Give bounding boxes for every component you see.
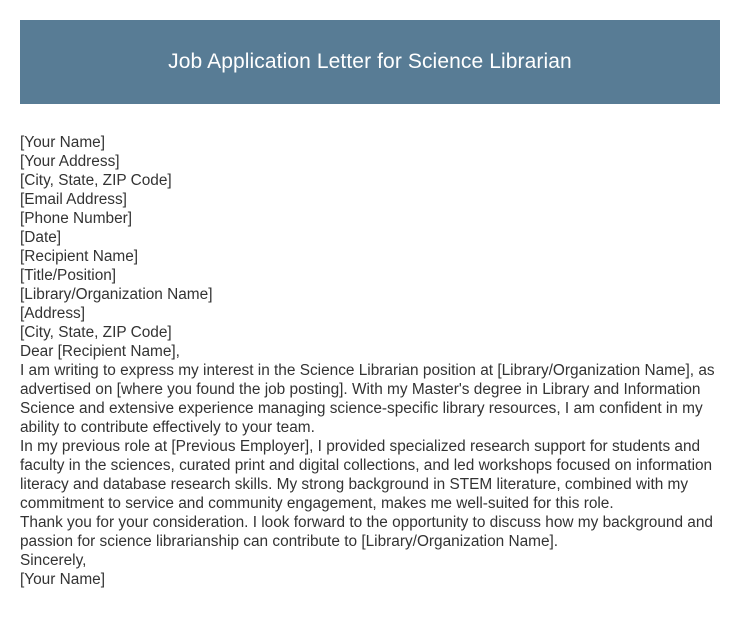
- recipient-title: [Title/Position]: [20, 267, 117, 284]
- recipient-address: [Address]: [20, 305, 86, 322]
- sender-email: [Email Address]: [20, 191, 127, 208]
- paragraph-intro: I am writing to express my interest in the Science Librarian position at [Library/Organization Name], as advertised on [where you found the job posting]. With my Master's degree in Library and Information Science and extensive experience managing science-specific library resources, I am confident in my ability to contribute effectively to your team.: [20, 362, 715, 436]
- paragraph-closing: Thank you for your consideration. I look forward to the opportunity to discuss how my background and passion for science librarianship can contribute to [Library/Organization Name].: [20, 514, 713, 550]
- title-banner: [20, 20, 720, 104]
- sender-name: [Your Name]: [20, 134, 105, 151]
- page-title: Job Application Letter for Science Librarian: [168, 50, 572, 73]
- signature: [Your Name]: [20, 571, 105, 588]
- sender-city-state-zip: [City, State, ZIP Code]: [20, 172, 172, 189]
- paragraph-experience: In my previous role at [Previous Employer], I provided specialized research support for students and faculty in the sciences, curated print and digital collections, and led workshops focused on information literacy and database research skills. My strong background in STEM literature, combined with my commitment to service and community engagement, makes me well-suited for this role.: [20, 438, 713, 512]
- recipient-name: [Recipient Name]: [20, 248, 139, 265]
- closing: Sincerely,: [20, 552, 87, 569]
- letter-date: [Date]: [20, 229, 62, 246]
- recipient-city-state-zip: [City, State, ZIP Code]: [20, 324, 172, 341]
- letter-body: [20, 133, 726, 589]
- sender-phone: [Phone Number]: [20, 210, 133, 227]
- sender-address: [Your Address]: [20, 153, 120, 170]
- recipient-organization: [Library/Organization Name]: [20, 286, 213, 303]
- salutation: Dear [Recipient Name],: [20, 343, 180, 360]
